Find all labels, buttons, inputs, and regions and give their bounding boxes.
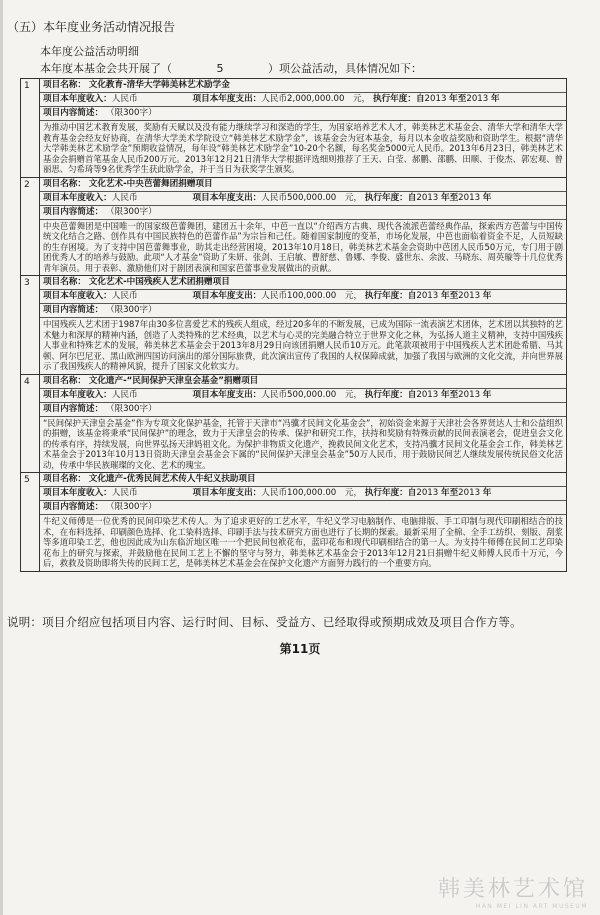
project-cell bbox=[40, 177, 567, 276]
project-name: 文化遗产-优秀民间艺术传人牛纪义扶助项目 bbox=[88, 474, 256, 484]
start-year: 2013 bbox=[424, 94, 447, 104]
to-label: 年至 bbox=[440, 291, 459, 301]
project-cell bbox=[40, 473, 567, 572]
footnote: 说明：项目介绍应包括项目内容、运行时间、目标、受益方、已经取得或预期成效及项目合作方等。 bbox=[7, 615, 522, 629]
project-name-row bbox=[40, 375, 566, 389]
project-number: 4 bbox=[21, 374, 40, 473]
project-number: 3 bbox=[21, 276, 40, 375]
to-label: 年至 bbox=[449, 94, 467, 104]
project-name-row bbox=[40, 178, 566, 192]
expense-label: 项目本年度支出： bbox=[192, 488, 262, 498]
project-name: 文化遗产-“民间保护天津皇会基金”捐赠项目 bbox=[88, 375, 259, 386]
project-name-label: 项目名称： bbox=[43, 178, 86, 189]
watermark-chinese: 韩美林艺术馆 bbox=[437, 877, 588, 902]
period-label: 执行年度：自 bbox=[364, 192, 417, 203]
subtitle: 本年度公益活动明细 bbox=[40, 45, 139, 58]
period-label: 执行年度：自 bbox=[372, 94, 425, 104]
watermark-english: HAN MEI LIN ART MUSEUM bbox=[475, 903, 588, 910]
expense-value: 人民币500,000.00 元， bbox=[261, 389, 363, 400]
project-name: 文化艺术-中央芭蕾舞团捐赠项目 bbox=[88, 178, 213, 189]
project-number: 1 bbox=[21, 79, 40, 178]
project-name-label: 项目名称： bbox=[43, 277, 86, 287]
year-unit: 年 bbox=[482, 192, 492, 203]
end-year: 2013 bbox=[458, 488, 481, 498]
start-year: 2013 bbox=[416, 291, 439, 301]
project-name-row bbox=[40, 79, 566, 93]
project-number: 2 bbox=[21, 177, 40, 276]
project-name-row bbox=[40, 276, 566, 290]
project-row bbox=[21, 473, 567, 572]
project-row bbox=[21, 79, 567, 178]
project-finance-row bbox=[40, 192, 566, 206]
project-summary-label-row bbox=[40, 206, 566, 220]
expense-label: 项目本年度支出： bbox=[192, 94, 262, 104]
project-finance-row bbox=[40, 290, 566, 304]
scan-edge-left bbox=[0, 0, 3, 915]
expense-value: 人民币2,000,000.00 元， bbox=[261, 94, 371, 104]
project-description: 中央芭蕾舞团是中国唯一的国家级芭蕾舞团，建团五十余年，中芭一直以“介绍西方古典、现代各流派芭蕾经典作品，探索西方芭蕾与中国传统文化结合之路、创作具有中国民族特色的芭蕾作品”为宗旨和己任。随着国家制度的变革，市场化发展，中芭也面临着资金不足，人员短缺的生存困境。为了支持中国芭蕾舞事业，助其走出经营困境，2013年10月18日，韩美林艺术基金会资助中芭团人民币50万元，专门用于剧团优秀人才的培养与鼓励。此项“人才基金”资助了朱妍、张剑、王启敏、曹舒慈、鲁娜、李俊、盛世东、余波、马晓东、周英璇等十几位优秀青年演员。用于表彰、激励他们对于剧团表演和国家芭蕾事业发展做出的贡献。 bbox=[43, 220, 563, 273]
expense-label: 项目本年度支出： bbox=[192, 192, 262, 203]
count-prefix: 本年度本基金会共开展了（ bbox=[40, 62, 172, 75]
count-suffix: ）项公益活动，具体情况如下： bbox=[268, 62, 422, 75]
expense-label: 项目本年度支出： bbox=[192, 389, 262, 400]
income-value: 人民币 bbox=[111, 389, 138, 400]
project-description: 为推动中国艺术教育发展，奖励有天赋以及没有能力继续学习和深造的学生，为国家培养艺术人才，韩美林艺术基金会、清华大学和清华大学教育基金会经友好协商，在清华大学美术学院设立“韩美林艺术励学金”，该基金会为冠本基金，每月以本金收益奖励和资助学生。根据“清华大学韩美林艺术励学金”预期收益情况，每年设“韩美林艺术励学金”10-20个名额，每名奖金5000元人民币。2013年6月23日，韩美林艺术基金会捐赠首笔基金人民币200万元。2013年12月21日清华大学根据评选细则推荐了王天、白莹、郝鹏、邵鹏、田顺、于俊杰、郭宏观、曾丽思、匀希琦等9名优秀学生获此励学金，并于当日为获奖学生颁奖。 bbox=[43, 122, 563, 174]
activity-count: 5 bbox=[216, 62, 224, 75]
start-year: 2013 bbox=[416, 389, 439, 400]
expense-value: 人民币100,000.00 元， bbox=[261, 488, 363, 498]
end-year: 2013 bbox=[458, 291, 481, 301]
summary-limit: （限300字） bbox=[105, 206, 157, 217]
project-description: 中国残疾人艺术团于1987年由30多位喜爱艺术的残疾人组成，经过20多年的不断发展，已成为国际一流表演艺术团体，艺术团以其独特的艺术魅力和深厚的精神内涵，创造了人类特殊的艺术经典，以艺术与心灵的完美融合特立于世界文化之林，为弘扬人道主义精神，支持中国残疾人事业和特殊艺术的发展，韩美林艺术基金会于2013年8月29日向该团捐赠人民币10万元。此笔款项被用于中国残疾人艺术团赴希腊、马其顿、阿尔巴尼亚、黑山欧洲四国访问演出的部分国际旅费，此次演出宣传了我国的人权保障成就，加强了我国与欧洲的文化交流，并向世界展示了我国残疾人的精神风貌，提升了国家文化软实力。 bbox=[43, 319, 563, 371]
period-label: 执行年度：自 bbox=[364, 488, 417, 498]
year-unit: 年 bbox=[482, 291, 492, 301]
activity-count-line bbox=[40, 60, 422, 76]
income-label: 项目本年度收入： bbox=[43, 291, 112, 301]
project-name-label: 项目名称： bbox=[43, 375, 86, 386]
to-label: 年至 bbox=[440, 192, 459, 203]
income-label: 项目本年度收入： bbox=[43, 488, 112, 498]
income-label: 项目本年度收入： bbox=[43, 389, 112, 400]
year-unit: 年 bbox=[490, 94, 500, 104]
museum-watermark bbox=[438, 872, 588, 910]
project-name: 文化艺术-中国残疾人艺术团捐赠项目 bbox=[88, 277, 230, 287]
income-label: 项目本年度收入： bbox=[43, 94, 112, 104]
project-summary-label-row bbox=[40, 107, 566, 121]
income-value: 人民币 bbox=[111, 488, 138, 498]
income-value: 人民币 bbox=[111, 192, 138, 203]
year-unit: 年 bbox=[482, 389, 492, 400]
project-finance-row bbox=[40, 389, 566, 403]
summary-label: 项目内容简述： bbox=[43, 403, 104, 414]
project-summary-label-row bbox=[40, 304, 566, 318]
summary-label: 项目内容简述： bbox=[43, 206, 104, 217]
project-finance-row bbox=[40, 93, 566, 107]
end-year: 2013 bbox=[458, 192, 481, 203]
summary-label: 项目内容简述： bbox=[43, 502, 104, 512]
income-value: 人民币 bbox=[111, 291, 138, 301]
to-label: 年至 bbox=[440, 488, 459, 498]
section-title: （五）本年度业务活动情况报告 bbox=[7, 20, 176, 34]
project-name-label: 项目名称： bbox=[43, 80, 86, 90]
project-cell bbox=[40, 276, 567, 375]
project-cell bbox=[40, 79, 567, 178]
year-unit: 年 bbox=[482, 488, 492, 498]
period-label: 执行年度：自 bbox=[364, 291, 417, 301]
projects-table bbox=[20, 78, 567, 572]
page-number: 第11页 bbox=[279, 642, 321, 656]
project-cell bbox=[40, 374, 567, 473]
project-name-label: 项目名称： bbox=[43, 474, 86, 484]
project-description: “民间保护天津皇会基金”作为专项文化保护基金，托管于天津市“冯骥才民间文化基金会”，初始资金来源于天津社会各界贤达人士和公益组织的捐赠，该基金将秉承“民间保护”的理念，致力于天津皇会的传承、保护和研究工作，扶持和奖励有特殊贡献的民间表演老会，促进皇会文化的传承有序，持续发展，向世界弘扬天津妈祖文化。为保护非物质文化遗产，挽救民间文化艺术，支持冯骥才民间文化基金会工作，韩美林艺术基金会于2013年10月13日资助天津皇会基金会下属的“民间保护天津皇会基金”50万人民币，用于鼓励民间艺人继续发展传统民俗文化活动，传承中华民族璀璨的文化、艺术的瑰宝。 bbox=[43, 417, 563, 470]
project-row bbox=[21, 374, 567, 473]
end-year: 2013 bbox=[458, 389, 481, 400]
start-year: 2013 bbox=[416, 488, 439, 498]
project-finance-row bbox=[40, 487, 566, 501]
project-name-row bbox=[40, 473, 566, 487]
expense-value: 人民币100,000.00 元， bbox=[261, 291, 363, 301]
summary-limit: （限300字） bbox=[105, 305, 157, 315]
summary-limit: （限300字） bbox=[105, 108, 157, 118]
to-label: 年至 bbox=[440, 389, 459, 400]
period-label: 执行年度：自 bbox=[364, 389, 417, 400]
income-label: 项目本年度收入： bbox=[43, 192, 112, 203]
summary-limit: （限300字） bbox=[105, 502, 157, 512]
project-row bbox=[21, 276, 567, 375]
project-name: 文化教育-清华大学韩美林艺术励学金 bbox=[88, 80, 230, 90]
start-year: 2013 bbox=[416, 192, 439, 203]
expense-value: 人民币500,000.00 元， bbox=[261, 192, 363, 203]
project-number: 5 bbox=[21, 473, 40, 572]
project-row bbox=[21, 177, 567, 276]
expense-label: 项目本年度支出： bbox=[192, 291, 262, 301]
project-summary-label-row bbox=[40, 403, 566, 417]
summary-label: 项目内容简述： bbox=[43, 108, 104, 118]
income-value: 人民币 bbox=[111, 94, 138, 104]
summary-label: 项目内容简述： bbox=[43, 305, 104, 315]
end-year: 2013 bbox=[466, 94, 489, 104]
project-summary-label-row bbox=[40, 501, 566, 515]
project-description: 牛纪义师傅是一位优秀的民间印染艺术传人。为了追求更好的工艺水平，牛纪义学习电脑制作、电脑排版、手工印制与现代印刷相结合的技术，在布料选择、印刷颜色选择、化工染料选择、印刷手法与技术研究方面也进行了长期的探索。最新采用了全棉、全手工纺织、刻版、刮浆等多道印染工艺，他也因此成为山东临沂地区唯一一个把民间包袱花布，蓝印花布和现代印刷相结合的第一人。为支持牛师傅在民间工艺印染花布上的研究与探索，并鼓励他在民间工艺上不懈的坚守与努力，韩美林艺术基金会于2013年12月21日捐赠牛纪义师傅人民币十万元，今后，救救及资助即将失传的民间工艺，是韩美林艺术基金会在保护文化遗产方面努力践行的一个重要方向。 bbox=[43, 516, 563, 568]
summary-limit: （限300字） bbox=[105, 403, 157, 414]
